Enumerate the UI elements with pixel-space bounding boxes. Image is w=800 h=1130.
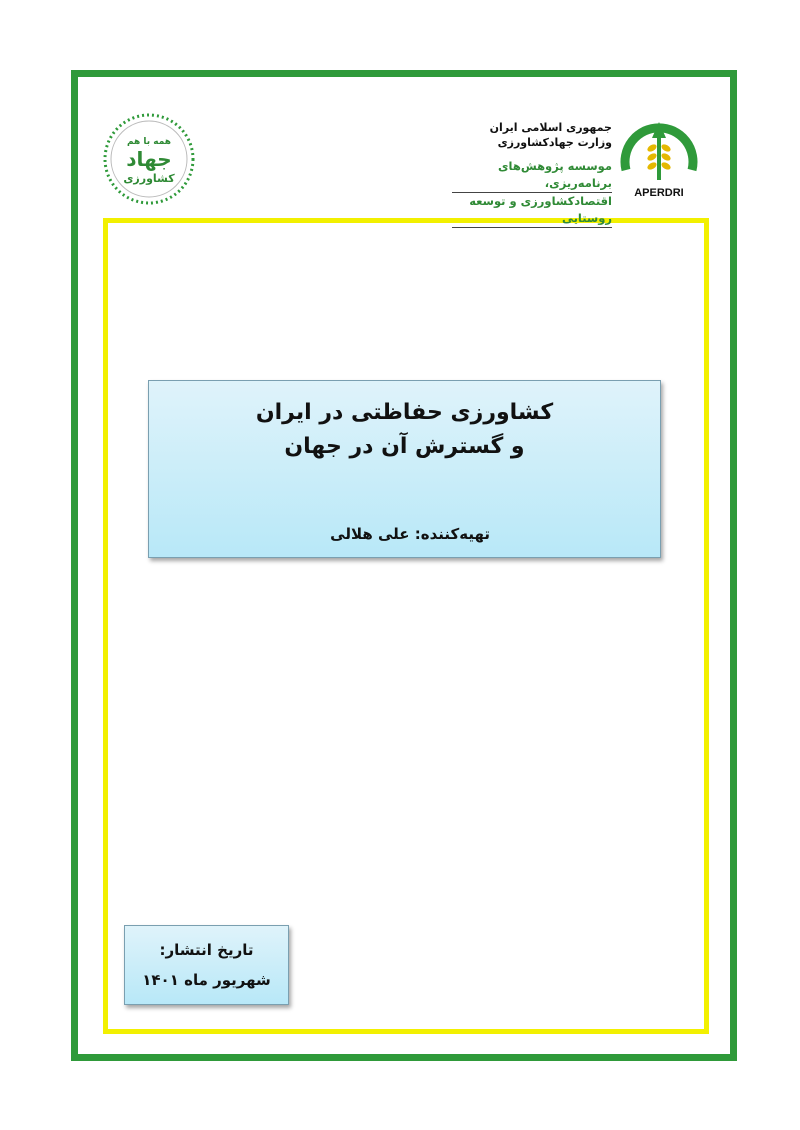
inner-yellow-border [103, 218, 709, 1034]
title-line1: کشاورزی حفاظتی در ایران [255, 400, 554, 425]
author: تهیه‌کننده: علی هلالی [330, 525, 490, 543]
institute-line2: اقتصادکشاورزی و توسعه روستایی [452, 193, 612, 228]
publication-label: تاریخ انتشار: [159, 941, 254, 959]
institute-line1: موسسه پژوهش‌های برنامه‌ریزی، [452, 158, 612, 193]
aperdri-logo [614, 112, 704, 202]
left-logo-line1: همه با هم [126, 137, 172, 147]
left-logo-line2: جهاد [126, 147, 172, 171]
header-right [440, 108, 710, 225]
ministry-line1: جمهوری اسلامی ایران [489, 121, 612, 134]
ministry-block [490, 120, 612, 150]
title-box [148, 380, 661, 558]
title-line2: و گسترش آن در جهان [284, 434, 525, 459]
ministry-line2: وزارت جهادکشاورزی [497, 136, 612, 149]
jihad-keshavarzi-logo [100, 110, 198, 208]
publication-date-box [124, 925, 289, 1005]
publication-date: شهریور ماه ۱۴۰۱ [142, 971, 271, 989]
institute-block [452, 158, 612, 228]
aperdri-label: APERDRI [634, 187, 684, 199]
left-logo-line3: کشاورزی [123, 172, 175, 185]
